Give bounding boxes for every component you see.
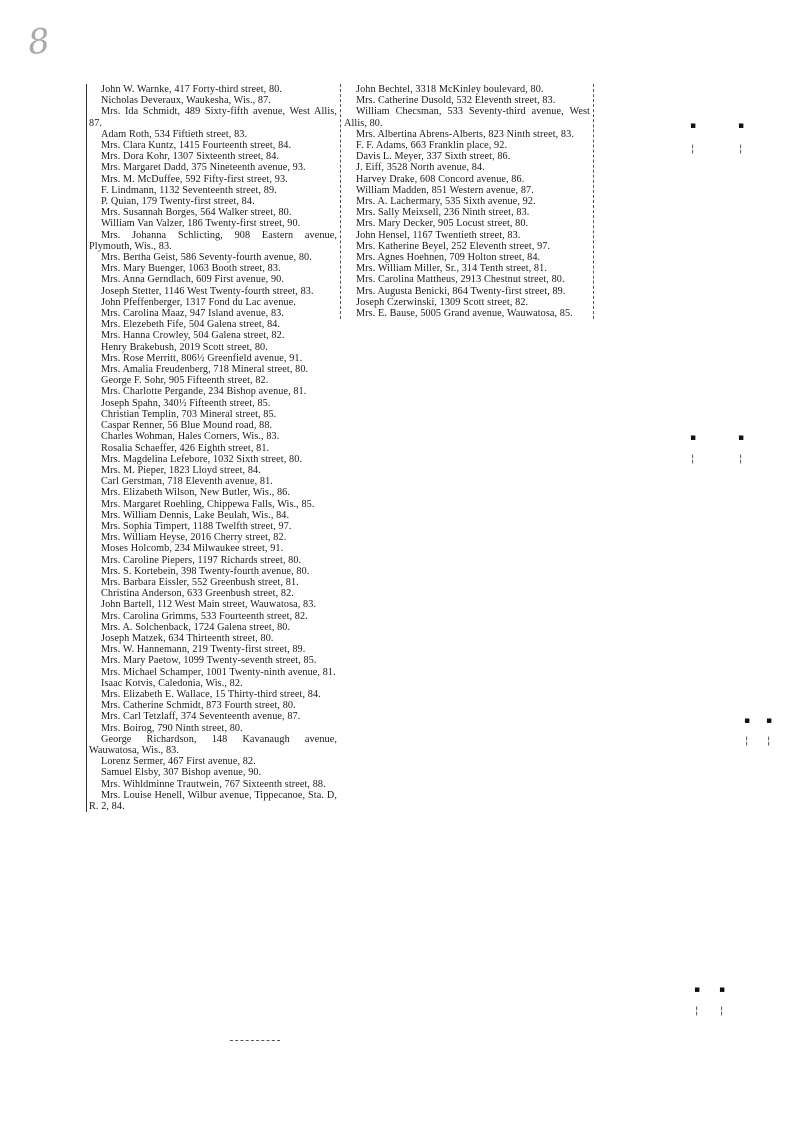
binding-mark-icon: ╎: [694, 1007, 700, 1017]
directory-entry: Mrs. E. Bause, 5005 Grand avenue, Wauwatosa, 85.: [356, 308, 573, 320]
binding-mark-icon: ▪: [744, 716, 751, 726]
column-end-rule: [230, 1040, 280, 1041]
directory-entry: Mrs. Carolina Mattheus, 2913 Chestnut street, 80.: [356, 274, 565, 286]
directory-entry: Mrs. Clara Kuntz, 1415 Fourteenth street, 84.: [101, 140, 292, 152]
directory-entry: Mrs. W. Hannemann, 219 Twenty-first street, 89.: [101, 644, 306, 656]
directory-entry: Mrs. Bertha Geist, 586 Seventy-fourth avenue, 80.: [101, 252, 312, 264]
directory-entry: John Hensel, 1167 Twentieth street, 83.: [356, 229, 521, 241]
directory-entry: Mrs. Carl Tetzlaff, 374 Seventeenth avenue, 87.: [101, 711, 301, 723]
directory-entry: Mrs. S. Kortebein, 398 Twenty-fourth avenue, 80.: [101, 565, 310, 577]
directory-entry: Mrs. Michael Schamper, 1001 Twenty-ninth avenue, 81.: [101, 666, 336, 678]
directory-entry: Carl Gerstman, 718 Eleventh avenue, 81.: [101, 476, 273, 488]
directory-entry: Mrs. M. McDuffee, 592 Fifty-first street, 93.: [101, 173, 288, 185]
directory-entry: Mrs. Magdelina Lefebore, 1032 Sixth street, 80.: [101, 453, 303, 465]
binding-mark-icon: ╎: [766, 737, 772, 747]
directory-entry: Mrs. Catherine Schmidt, 873 Fourth street, 80.: [101, 700, 296, 712]
directory-entry: Joseph Matzek, 634 Thirteenth street, 80.: [101, 632, 274, 644]
directory-entry: P. Quian, 179 Twenty-first street, 84.: [101, 196, 255, 208]
directory-entry: Mrs. Boirog, 790 Ninth street, 80.: [101, 722, 243, 734]
directory-entry: Rosalia Schaeffer, 426 Eighth street, 81.: [101, 442, 270, 454]
binding-mark-icon: ▪: [738, 433, 745, 443]
directory-entry: F. Lindmann, 1132 Seventeenth street, 89.: [101, 184, 277, 196]
binding-mark-icon: ╎: [738, 145, 744, 155]
directory-entry: Mrs. A. Lachermary, 535 Sixth avenue, 92.: [356, 196, 536, 208]
directory-entry: Mrs. Rose Merritt, 806½ Greenfield avenue, 91.: [101, 352, 303, 364]
directory-entry: Mrs. Barbara Eissler, 552 Greenbush street, 81.: [101, 576, 299, 588]
binding-mark-icon: ╎: [690, 145, 696, 155]
directory-entry: Mrs. Susannah Borges, 564 Walker street, 80.: [101, 207, 292, 219]
binding-mark-icon: ▪: [766, 716, 773, 726]
directory-entry: Davis L. Meyer, 337 Sixth street, 86.: [356, 151, 511, 163]
binding-mark-icon: ╎: [744, 737, 750, 747]
directory-entry: Mrs. Mary Buenger, 1063 Booth street, 83.: [101, 263, 281, 275]
directory-entry: Mrs. Ida Schmidt, 489 Sixty-fifth avenue, West Allis, 87.: [89, 106, 337, 129]
directory-entry: Mrs. Louise Henell, Wilbur avenue, Tippecanoe, Sta. D, R. 2, 84.: [89, 789, 337, 812]
binding-mark-icon: ╎: [690, 455, 696, 465]
directory-entry: Mrs. Mary Paetow, 1099 Twenty-seventh street, 85.: [101, 655, 317, 667]
binding-mark-icon: ▪: [719, 985, 726, 995]
directory-entry: John W. Warnke, 417 Forty-third street, 80.: [101, 84, 282, 95]
directory-entry: Mrs. Sophia Timpert, 1188 Twelfth street, 97.: [101, 520, 292, 532]
directory-entry: Henry Brakebush, 2019 Scott street, 80.: [101, 341, 268, 353]
right-column: [340, 84, 594, 319]
binding-mark-icon: ╎: [719, 1007, 725, 1017]
directory-entry: Mrs. Albertina Abrens-Alberts, 823 Ninth street, 83.: [356, 128, 574, 140]
directory-entry: John Pfeffenberger, 1317 Fond du Lac avenue.: [101, 296, 296, 308]
binding-mark-icon: ▪: [690, 121, 697, 131]
directory-entry: George F. Sohr, 905 Fifteenth street, 82.: [101, 375, 269, 387]
directory-entry: Isaac Kotvis, Caledonia, Wis., 82.: [101, 677, 243, 689]
directory-entry: William Van Valzer, 186 Twenty-first street, 90.: [101, 218, 301, 230]
directory-entry: Joseph Czerwinski, 1309 Scott street, 82.: [356, 296, 529, 308]
directory-entry: Mrs. Catherine Dusold, 532 Eleventh street, 83.: [356, 95, 556, 107]
directory-entry: Mrs. M. Pieper, 1823 Lloyd street, 84.: [101, 464, 261, 476]
directory-entry: Mrs. Katherine Beyel, 252 Eleventh street, 97.: [356, 240, 551, 252]
directory-entry: Mrs. Amalia Freudenberg, 718 Mineral street, 80.: [101, 364, 309, 376]
binding-mark-icon: ╎: [738, 455, 744, 465]
directory-entry: J. Eiff, 3528 North avenue, 84.: [356, 162, 485, 174]
directory-entry: George Richardson, 148 Kavanaugh avenue, Wauwatosa, Wis., 83.: [89, 733, 337, 756]
directory-entry: William Checsman, 533 Seventy-third avenue, West Allis, 80.: [344, 106, 590, 129]
directory-entry: Joseph Stetter, 1146 West Twenty-fourth street, 83.: [101, 285, 314, 297]
directory-entry: F. F. Adams, 663 Franklin place, 92.: [356, 140, 508, 152]
directory-entry: Mrs. Johanna Schlicting, 908 Eastern avenue, Plymouth, Wis., 83.: [89, 229, 337, 252]
directory-entry: Mrs. Wihldminne Trautwein, 767 Sixteenth street, 88.: [101, 778, 326, 790]
directory-entry: Christian Templin, 703 Mineral street, 85.: [101, 408, 277, 420]
directory-entry: Mrs. William Miller, Sr., 314 Tenth street, 81.: [356, 263, 547, 275]
directory-entry: Nicholas Deveraux, Waukesha, Wis., 87.: [101, 95, 271, 107]
directory-entry: Mrs. Elizabeth E. Wallace, 15 Thirty-third street, 84.: [101, 688, 321, 700]
directory-entry: John Bechtel, 3318 McKinley boulevard, 80.: [356, 84, 544, 95]
directory-entry: Lorenz Sermer, 467 First avenue, 82.: [101, 756, 256, 768]
directory-entry: Mrs. Carolina Grimms, 533 Fourteenth street, 82.: [101, 610, 308, 622]
directory-entry: Mrs. Caroline Piepers, 1197 Richards street, 80.: [101, 554, 302, 566]
directory-entry: Samuel Elsby, 307 Bishop avenue, 90.: [101, 767, 262, 779]
directory-entry: Mrs. Hanna Crowley, 504 Galena street, 82.: [101, 330, 285, 342]
binding-mark-icon: ▪: [690, 433, 697, 443]
directory-entry: Mrs. Margaret Roehling, Chippewa Falls, Wis., 85.: [101, 498, 315, 510]
directory-entry: Mrs. Anna Gerndlach, 609 First avenue, 90.: [101, 274, 285, 286]
directory-entry: William Madden, 851 Western avenue, 87.: [356, 184, 534, 196]
directory-entry: Adam Roth, 534 Fiftieth street, 83.: [101, 128, 248, 140]
directory-entry: Mrs. Mary Decker, 905 Locust street, 80.: [356, 218, 529, 230]
directory-entry: Mrs. Dora Kohr, 1307 Sixteenth street, 84.: [101, 151, 280, 163]
directory-entry: Mrs. William Dennis, Lake Beulah, Wis., 84.: [101, 509, 290, 521]
directory-entry: Mrs. Elezebeth Fife, 504 Galena street, 84.: [101, 319, 281, 331]
directory-entry: Mrs. Agnes Hoehnen, 709 Holton street, 84.: [356, 252, 541, 264]
page-number: 8: [25, 20, 52, 64]
directory-entry: Charles Wohman, Hales Corners, Wis., 83.: [101, 431, 280, 443]
directory-entry: Mrs. Elizabeth Wilson, New Butler, Wis., 86.: [101, 487, 290, 499]
directory-entry: John Bartell, 112 West Main street, Wauwatosa, 83.: [101, 599, 317, 611]
directory-entry: Mrs. Augusta Benicki, 864 Twenty-first street, 89.: [356, 285, 566, 297]
left-column: [86, 84, 337, 812]
directory-entry: Mrs. A. Solchenback, 1724 Galena street, 80.: [101, 621, 291, 633]
binding-mark-icon: ▪: [694, 985, 701, 995]
directory-entry: Mrs. William Heyse, 2016 Cherry street, 82.: [101, 532, 287, 544]
directory-entry: Moses Holcomb, 234 Milwaukee street, 91.: [101, 543, 284, 555]
binding-mark-icon: ▪: [738, 121, 745, 131]
directory-entry: Mrs. Sally Meixsell, 236 Ninth street, 83.: [356, 207, 530, 219]
directory-entry: Mrs. Charlotte Pergande, 234 Bishop avenue, 81.: [101, 386, 307, 398]
directory-entry: Mrs. Carolina Maaz, 947 Island avenue, 83.: [101, 308, 284, 320]
directory-entry: Mrs. Margaret Dadd, 375 Nineteenth avenue, 93.: [101, 162, 306, 174]
directory-entry: Joseph Spahn, 340½ Fifteenth street, 85.: [101, 397, 271, 409]
directory-entry: Caspar Renner, 56 Blue Mound road, 88.: [101, 420, 273, 432]
directory-entry: Christina Anderson, 633 Greenbush street, 82.: [101, 588, 294, 600]
directory-entry: Harvey Drake, 608 Concord avenue, 86.: [356, 173, 525, 185]
